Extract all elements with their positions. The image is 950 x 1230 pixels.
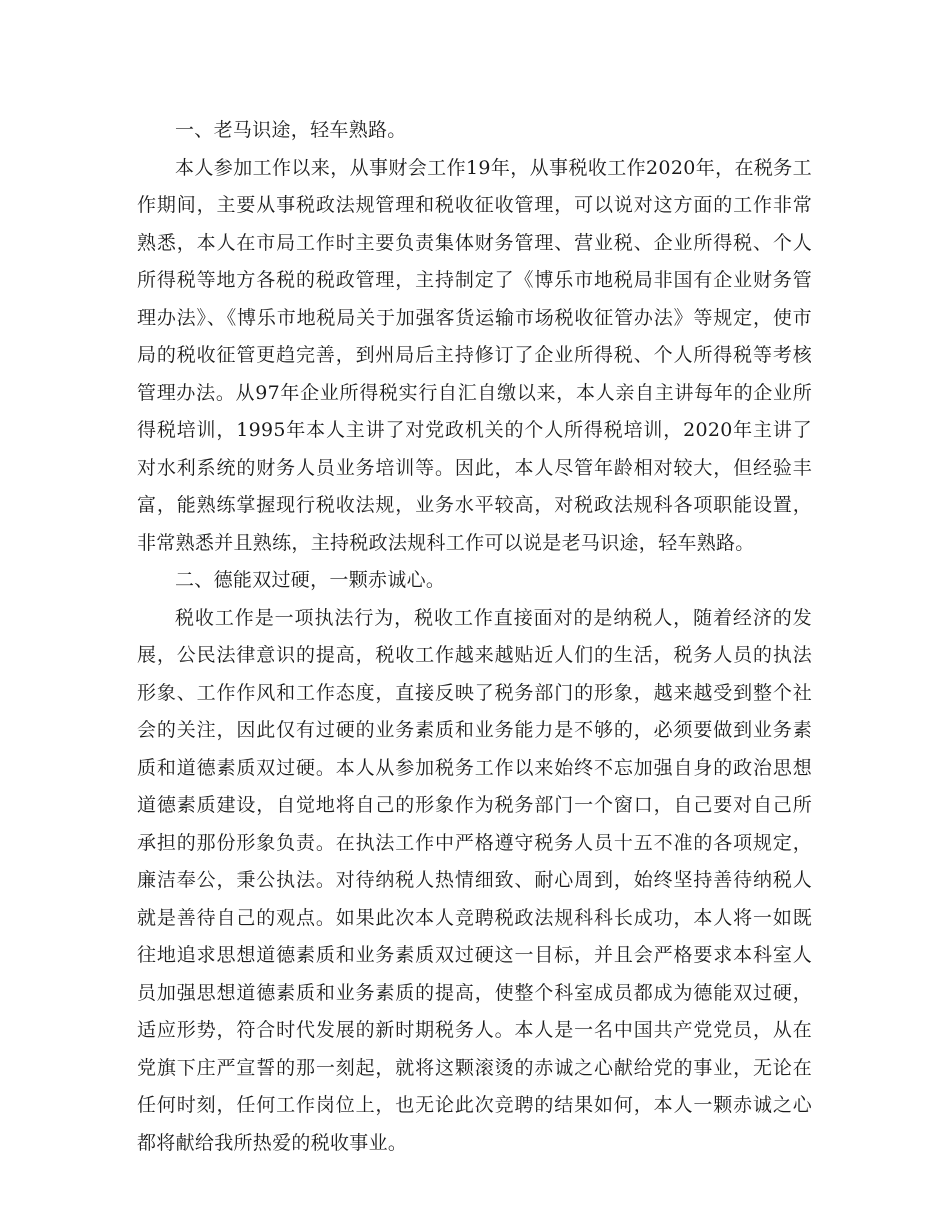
document-body: [137, 112, 812, 1162]
body-paragraph-1: 本人参加工作以来，从事财会工作19年，从事税收工作2020年，在税务工作期间，主要从事税政法规管理和税收征收管理，可以说对这方面的工作非常熟悉，本人在市局工作时主要负责集体财务管理、营业税、企业所得税、个人所得税等地方各税的税政管理，主持制定了《博乐市地税局非国有企业财务管理办法》、《博乐市地税局关于加强客货运输市场税收征管办法》等规定，使市局的税收征管更趋完善，到州局后主持修订了企业所得税、个人所得税等考核管理办法。从97年企业所得税实行自汇自缴以来，本人亲自主讲每年的企业所得税培训，1995年本人主讲了对党政机关的个人所得税培训，2020年主讲了对水利系统的财务人员业务培训等。因此，本人尽管年龄相对较大，但经验丰富，能熟练掌握现行税收法规，业务水平较高，对税政法规科各项职能设置，非常熟悉并且熟练，主持税政法规科工作可以说是老马识途，轻车熟路。: [137, 156, 812, 554]
body-paragraph-2: 税收工作是一项执法行为，税收工作直接面对的是纳税人，随着经济的发展，公民法律意识的提高，税收工作越来越贴近人们的生活，税务人员的执法形象、工作作风和工作态度，直接反映了税务部门的形象，越来越受到整个社会的关注，因此仅有过硬的业务素质和业务能力是不够的，必须要做到业务素质和道德素质双过硬。本人从参加税务工作以来始终不忘加强自身的政治思想道德素质建设，自觉地将自己的形象作为税务部门一个窗口，自己要对自己所承担的那份形象负责。在执法工作中严格遵守税务人员十五不准的各项规定，廉洁奉公，秉公执法。对待纳税人热情细致、耐心周到，始终坚持善待纳税人就是善待自己的观点。如果此次本人竞聘税政法规科科长成功，本人将一如既往地追求思想道德素质和业务素质双过硬这一目标，并且会严格要求本科室人员加强思想道德素质和业务素质的提高，使整个科室成员都成为德能双过硬，适应形势，符合时代发展的新时期税务人。本人是一名中国共产党党员，从在党旗下庄严宣誓的那一刻起，就将这颗滚烫的赤诚之心献给党的事业，无论在任何时刻，任何工作岗位上，也无论此次竞聘的结果如何，本人一颗赤诚之心都将献给我所热爱的税收事业。: [137, 606, 812, 1154]
section-heading-2: 二、德能双过硬，一颗赤诚心。: [175, 569, 446, 591]
section-heading-1: 一、老马识途，轻车熟路。: [175, 119, 407, 141]
